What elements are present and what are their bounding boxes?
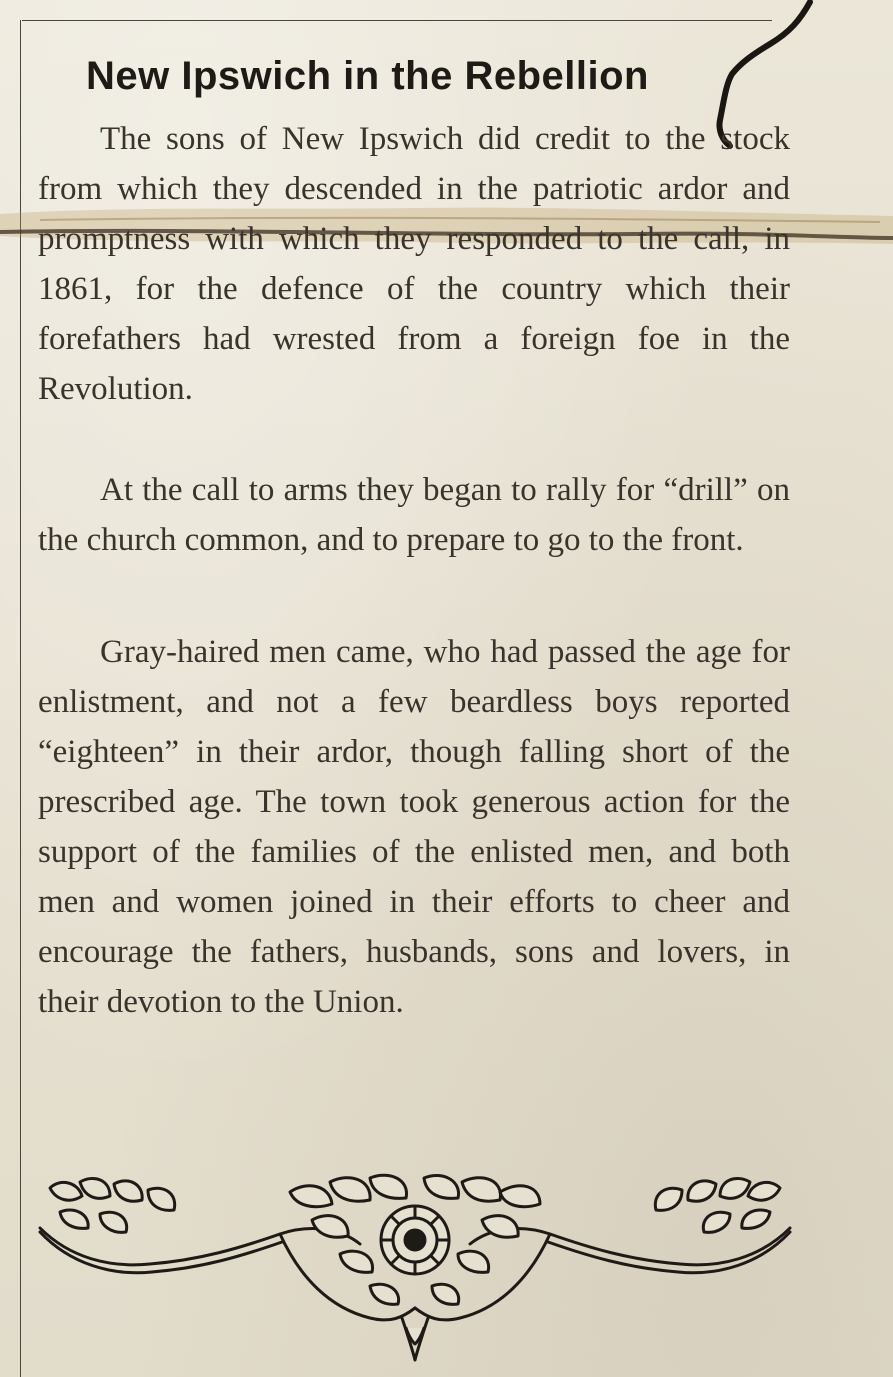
paragraph-text: At the call to arms they began to rally for “drill” on the church common, and to prepare to go to the front. bbox=[38, 472, 790, 558]
article-paragraph bbox=[38, 627, 790, 1027]
top-border-rule bbox=[22, 20, 772, 21]
floral-scroll-ornament-icon bbox=[30, 1168, 800, 1368]
paragraph-text: The sons of New Ipswich did credit to the stock from which they descended in the patriotic ardor and promptness with which they responded to the call, in 1861, for the defence of the country which their forefathers had wrested from a foreign foe in the Revolution. bbox=[38, 121, 790, 407]
article-title: New Ipswich in the Rebellion bbox=[86, 54, 649, 98]
article-paragraph bbox=[38, 114, 790, 414]
article-paragraph bbox=[38, 465, 790, 565]
left-border-rule bbox=[20, 20, 21, 1377]
paragraph-text: Gray-haired men came, who had passed the age for enlistment, and not a few beardless boys reported “eighteen” in their ardor, though falling short of the prescribed age. The town took generous action for the support of the families of the enlisted men, and both men and women joined in their efforts to cheer and encourage the fathers, husbands, sons and lovers, in their devotion to the Union. bbox=[38, 634, 790, 1020]
